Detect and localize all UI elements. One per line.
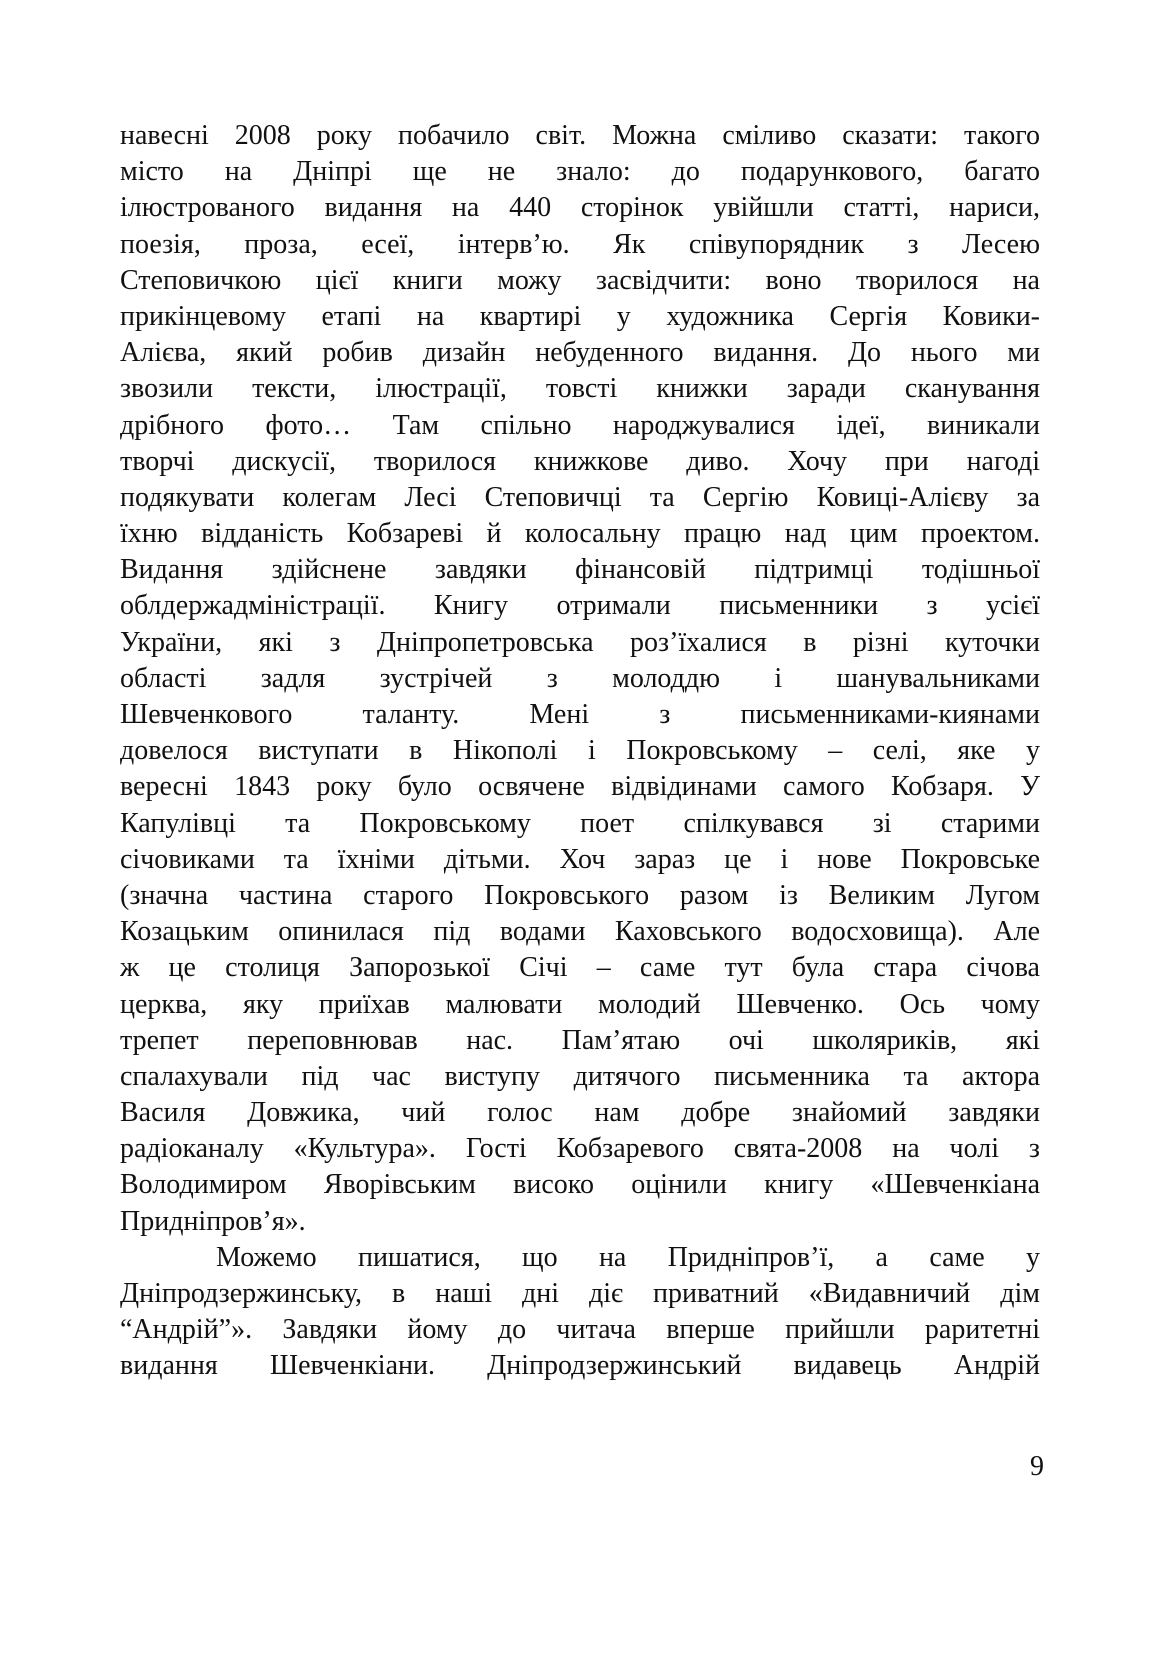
text-line: Шевченкового таланту. Мені з письменниками-киянами (120, 699, 1040, 730)
text-line: місто на Дніпрі ще не знало: до подарункового, багато (120, 156, 1040, 188)
text-line: Дніпродзержинську, в наші дні діє приватний «Видавничий дім (120, 1278, 1040, 1309)
text-line: їхню відданість Кобзареві й колосальну працю над цим проектом. (120, 518, 1040, 550)
text-line: області задля зустрічей з молоддю і шанувальниками (120, 662, 1040, 694)
text-line: Василя Довжика, чий голос нам добре знайомий завдяки (120, 1097, 1040, 1129)
text-line: поезія, проза, есеї, інтерв’ю. Як співупорядник з Лесею (120, 228, 1040, 260)
text-line: церква, яку приїхав малювати молодий Шевченко. Ось чому (120, 988, 1040, 1020)
page-number: 9 (1030, 1451, 1044, 1482)
text-line: Володимиром Яворівським високо оцінили книгу «Шевченкіана (120, 1169, 1040, 1201)
text-line: довелося виступати в Нікополі і Покровському – селі, яке у (120, 735, 1040, 767)
text-line: ілюстрованого видання на 440 сторінок увійшли статті, нариси, (120, 192, 1040, 224)
text-line: звозили тексти, ілюстрації, товсті книжки заради сканування (120, 373, 1040, 405)
text-line: облдержадміністрації. Книгу отримали письменники з усієї (120, 590, 1040, 622)
text-line: трепет переповнював нас. Пам’ятаю очі школяриків, які (120, 1024, 1040, 1056)
text-line: січовиками та їхніми дітьми. Хоч зараз це і нове Покровське (120, 843, 1040, 875)
text-line: дрібного фото… Там спільно народжувалися ідеї, виникали (120, 409, 1040, 441)
text-line: творчі дискусії, творилося книжкове диво. Хочу при нагоді (120, 445, 1040, 477)
document-body (120, 118, 1040, 1385)
text-line: Степовичкою цієї книги можу засвідчити: воно творилося на (120, 264, 1040, 296)
text-line: видання Шевченкіани. Дніпродзержинський видавець Андрій (120, 1350, 1040, 1382)
text-line: Козацьким опинилася під водами Каховського водосховища). Але (120, 916, 1040, 948)
text-line: Алієва, який робив дизайн небуденного видання. До нього ми (120, 337, 1040, 369)
text-line: подякувати колегам Лесі Степовичці та Сергію Ковиці-Алієву за (120, 481, 1040, 513)
text-line: спалахували під час виступу дитячого письменника та актора (120, 1060, 1040, 1092)
text-line: навесні 2008 року побачило світ. Можна сміливо сказати: такого (120, 120, 1040, 151)
text-line: прикінцевому етапі на квартирі у художника Сергія Ковики- (120, 300, 1040, 332)
text-line: Капулівці та Покровському поет спілкувався зі старими (120, 807, 1040, 839)
text-line: (значна частина старого Покровського разом із Великим Лугом (120, 879, 1040, 911)
text-line: вересні 1843 року було освячене відвідинами самого Кобзаря. У (120, 771, 1040, 803)
text-line: радіоканалу «Культура». Гості Кобзаревого свята-2008 на чолі з (120, 1133, 1040, 1165)
paragraph-end-line: Придніпров’я». (120, 1205, 306, 1237)
text-line: “Андрій”». Завдяки йому до читача вперше прийшли раритетні (120, 1314, 1040, 1346)
text-line: Видання здійснене завдяки фінансовій підтримці тодішньої (120, 554, 1040, 586)
text-line: ж це столиця Запорозької Січі – саме тут була стара січова (120, 952, 1040, 984)
text-line: України, які з Дніпропетровська роз’їхалися в різні куточки (120, 626, 1040, 658)
paragraph-first-line: Можемо пишатися, що на Придніпров’ї, а саме у (216, 1241, 1040, 1273)
